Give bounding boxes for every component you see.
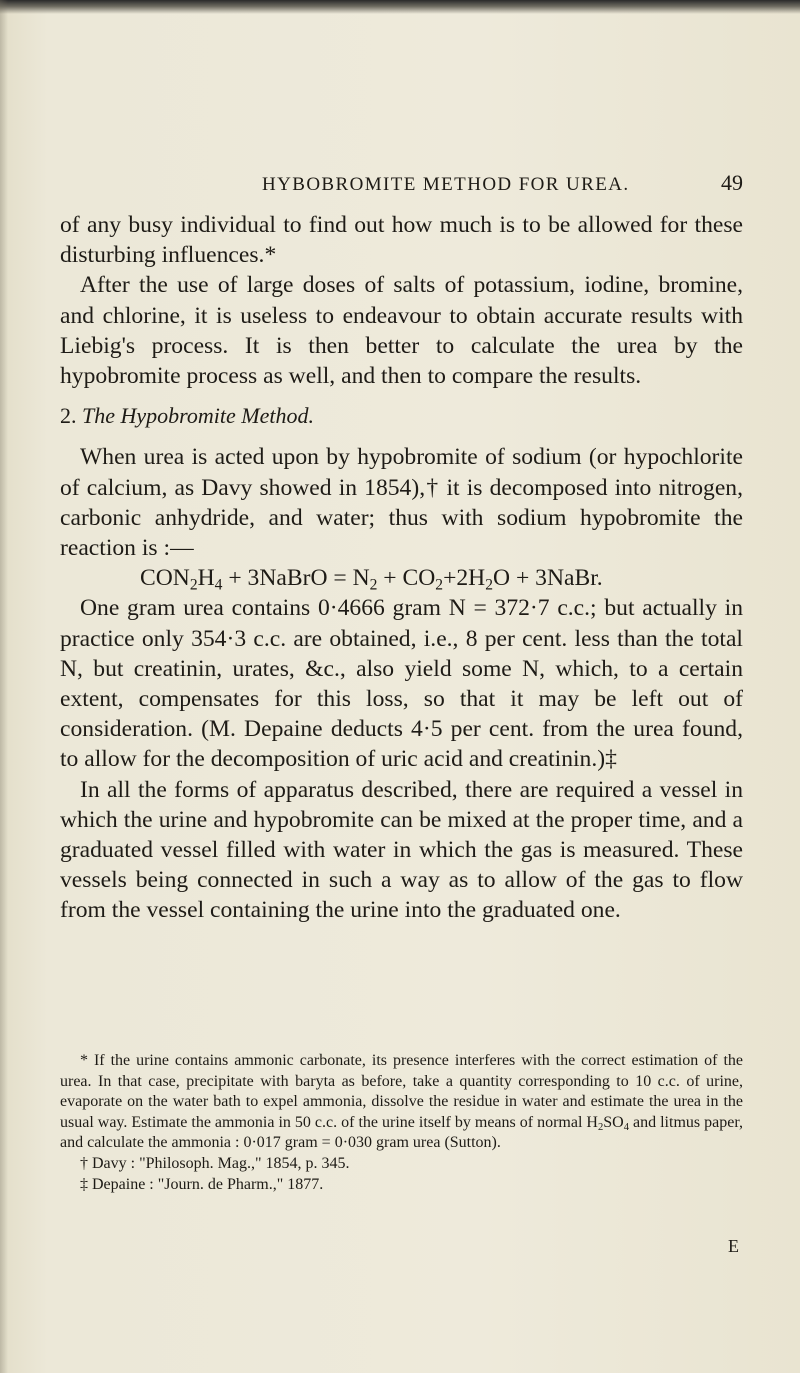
paragraph-nitrogen-yield: One gram urea contains 0·4666 gram N = 372·7 c.c.; but actually in practice only 354·3 c.c. are obtained, i.e., 8 per cent. less than the total N, but creatinin, urates, &c., also yield some N, which, to a certain extent, compensates for this loss, so that it may be left out of consideration. (M. Depaine deducts 4·5 per cent. from the urea found, to allow for the decomposition of uric acid and creatinin.)‡ [60, 595, 743, 773]
page-top-shadow [0, 0, 800, 14]
eq-urea-h: H [197, 565, 215, 592]
eq-co2: + CO [377, 565, 436, 592]
eq-products: O + 3NaBr. [493, 565, 603, 592]
eq-sub: 4 [214, 576, 223, 594]
eq-water: +2H [443, 565, 486, 592]
eq-urea-part: CON [140, 565, 190, 592]
page-left-shadow [0, 0, 8, 1373]
footnote-ammonic-carbonate [60, 1051, 743, 1154]
signature-mark: E [728, 1236, 739, 1256]
paragraph-continuation: of any busy individual to find out how much is to be allowed for these disturbing influences.* [60, 212, 743, 269]
footnote-text: and litmus paper, and calculate the ammonia : 0·017 gram = 0·030 gram urea (Sutton). [60, 1113, 744, 1152]
footnote-davy: † Davy : "Philosoph. Mag.," 1854, p. 345. [80, 1154, 350, 1172]
section-title: The Hypobromite Method. [82, 403, 314, 429]
fn-sub: 2 [597, 1121, 604, 1133]
paragraph-apparatus: In all the forms of apparatus described, there are required a vessel in which the urine and hypobromite can be mixed at the proper time, and a graduated vessel filled with water in which the gas is measured. These vessels being connected in such a way as to allow of the gas to flow from the vessel containing the urine into the graduated one. [60, 776, 743, 924]
fn-sub: 4 [623, 1121, 629, 1133]
eq-sub: 2 [485, 576, 494, 594]
eq-sub: 2 [435, 576, 444, 594]
section-number: 2. [60, 403, 77, 429]
section-heading [60, 391, 743, 442]
chemical-equation [60, 563, 743, 593]
eq-reagent: + 3NaBrO = N [222, 565, 370, 592]
eq-sub: 2 [189, 576, 198, 594]
page-header [60, 170, 743, 202]
paragraph-reaction: When urea is acted upon by hypobromite of sodium (or hypochlorite of calcium, as Davy showed in 1854),† it is decomposed into nitrogen, carbonic anhydride, and water; thus with sodium hypobromite the reaction is :— [60, 444, 743, 562]
footnote-depaine: ‡ Depaine : "Journ. de Pharm.," 1877. [80, 1175, 324, 1193]
running-title: HYBOBROMITE METHOD FOR UREA. [262, 174, 630, 195]
page-number: 49 [721, 170, 743, 195]
footnote-text: * If the urine contains ammonic carbonate, its presence interferes with the correct estimation of the urea. In that case, precipitate with baryta as before, take a quantity corresponding to 10 c.c. of urine, evaporate on the water bath to expel ammonia, dissolve the residue in water and estimate the urea in the usual way. Estimate the ammonia in 50 c.c. of the urine itself by means of normal H [60, 1052, 743, 1131]
body-text [60, 210, 743, 926]
footnotes [60, 1051, 743, 1195]
paragraph-liebig: After the use of large doses of salts of potassium, iodine, bromine, and chlorine, it is useless to endeavour to obtain accurate results with Liebig's process. It is then better to calculate the urea by the hypobromite process as well, and then to compare the results. [60, 272, 743, 390]
footnote-text: SO [603, 1113, 624, 1131]
eq-sub: 2 [369, 576, 378, 594]
